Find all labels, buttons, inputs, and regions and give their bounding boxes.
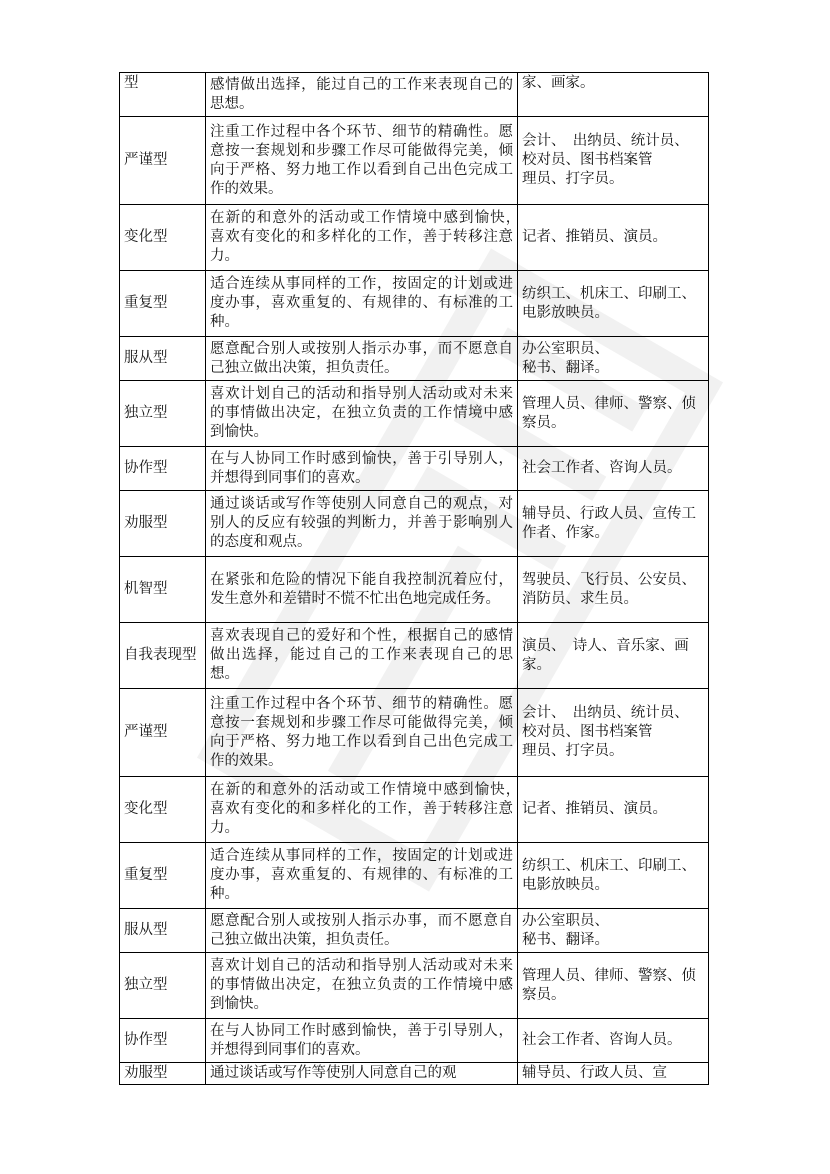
personality-type-cell: 服从型	[120, 909, 206, 953]
personality-type-cell: 严谨型	[120, 689, 206, 777]
suitable-jobs-cell: 社会工作者、咨询人员。	[518, 447, 709, 491]
description-cell: 通过谈话或写作等使别人同意自己的观点，对别人的反应有较强的判断力，并善于影响别人的态度和观点。	[206, 491, 518, 557]
personality-type-cell: 协作型	[120, 1019, 206, 1063]
personality-type-cell: 机智型	[120, 557, 206, 623]
suitable-jobs-cell: 会计、 出纳员、统计员、 校对员、图书档案管 理员、打字员。	[518, 689, 709, 777]
table-row	[120, 447, 709, 491]
table-row	[120, 953, 709, 1019]
description-cell: 喜欢计划自己的活动和指导别人活动或对未来的事情做出决定，在独立负责的工作情境中感到愉快。	[206, 381, 518, 447]
table-row	[120, 117, 709, 205]
suitable-jobs-cell: 管理人员、律师、警察、侦察员。	[518, 953, 709, 1019]
description-cell: 愿意配合别人或按别人指示办事，而不愿意自己独立做出决策，担负责任。	[206, 337, 518, 381]
table-row	[120, 909, 709, 953]
table-row	[120, 623, 709, 689]
description-cell: 注重工作过程中各个环节、细节的精确性。愿意按一套规划和步骤工作尽可能做得完美，倾向于严格、努力地工作以看到自己出色完成工作的效果。	[206, 117, 518, 205]
description-cell: 在紧张和危险的情况下能自我控制沉着应付，发生意外和差错时不慌不忙出色地完成任务。	[206, 557, 518, 623]
suitable-jobs-cell: 记者、推销员、演员。	[518, 777, 709, 843]
suitable-jobs-cell: 纺织工、机床工、印刷工、电影放映员。	[518, 843, 709, 909]
description-cell: 在与人协同工作时感到愉快，善于引导别人，并想得到同事们的喜欢。	[206, 1019, 518, 1063]
table-row	[120, 271, 709, 337]
description-cell: 喜欢表现自己的爱好和个性，根据自己的感情做出选择，能过自己的工作来表现自己的思想。	[206, 623, 518, 689]
table-row	[120, 1019, 709, 1063]
suitable-jobs-cell: 演员、 诗人、音乐家、画家。	[518, 623, 709, 689]
description-cell: 通过谈话或写作等使别人同意自己的观	[206, 1063, 518, 1085]
personality-type-cell: 重复型	[120, 843, 206, 909]
personality-type-cell: 型	[120, 73, 206, 117]
description-cell: 适合连续从事同样的工作，按固定的计划或进度办事，喜欢重复的、有规律的、有标准的工种。	[206, 843, 518, 909]
suitable-jobs-cell: 辅导员、行政人员、宣传工作者、作家。	[518, 491, 709, 557]
career-type-table	[119, 72, 709, 1085]
suitable-jobs-cell: 办公室职员、 秘书、翻译。	[518, 909, 709, 953]
personality-type-cell: 劝服型	[120, 1063, 206, 1085]
table-row	[120, 557, 709, 623]
table-row	[120, 337, 709, 381]
career-table-body	[120, 73, 709, 1085]
suitable-jobs-cell: 纺织工、机床工、印刷工、电影放映员。	[518, 271, 709, 337]
personality-type-cell: 独立型	[120, 381, 206, 447]
table-row	[120, 205, 709, 271]
suitable-jobs-cell: 管理人员、律师、警察、侦察员。	[518, 381, 709, 447]
description-cell: 适合连续从事同样的工作，按固定的计划或进度办事，喜欢重复的、有规律的、有标准的工种。	[206, 271, 518, 337]
suitable-jobs-cell: 驾驶员、飞行员、公安员、消防员、求生员。	[518, 557, 709, 623]
description-cell: 喜欢计划自己的活动和指导别人活动或对未来的事情做出决定，在独立负责的工作情境中感到愉快。	[206, 953, 518, 1019]
personality-type-cell: 服从型	[120, 337, 206, 381]
personality-type-cell: 劝服型	[120, 491, 206, 557]
table-row	[120, 843, 709, 909]
description-cell: 愿意配合别人或按别人指示办事，而不愿意自己独立做出决策，担负责任。	[206, 909, 518, 953]
suitable-jobs-cell: 家、画家。	[518, 73, 709, 117]
table-row	[120, 777, 709, 843]
table-row	[120, 381, 709, 447]
description-cell: 在新的和意外的活动或工作情境中感到愉快， 喜欢有变化的和多样化的工作，善于转移注意力。	[206, 205, 518, 271]
personality-type-cell: 严谨型	[120, 117, 206, 205]
personality-type-cell: 变化型	[120, 777, 206, 843]
suitable-jobs-cell: 办公室职员、 秘书、翻译。	[518, 337, 709, 381]
description-cell: 感情做出选择，能过自己的工作来表现自己的思想。	[206, 73, 518, 117]
table-row	[120, 73, 709, 117]
personality-type-cell: 自我表现型	[120, 623, 206, 689]
description-cell: 注重工作过程中各个环节、细节的精确性。愿意按一套规划和步骤工作尽可能做得完美，倾向于严格、努力地工作以看到自己出色完成工作的效果。	[206, 689, 518, 777]
suitable-jobs-cell: 记者、推销员、演员。	[518, 205, 709, 271]
suitable-jobs-cell: 社会工作者、咨询人员。	[518, 1019, 709, 1063]
table-row	[120, 1063, 709, 1085]
description-cell: 在与人协同工作时感到愉快，善于引导别人，并想得到同事们的喜欢。	[206, 447, 518, 491]
suitable-jobs-cell: 会计、 出纳员、统计员、 校对员、图书档案管 理员、打字员。	[518, 117, 709, 205]
personality-type-cell: 重复型	[120, 271, 206, 337]
description-cell: 在新的和意外的活动或工作情境中感到愉快， 喜欢有变化的和多样化的工作，善于转移注意力。	[206, 777, 518, 843]
table-row	[120, 491, 709, 557]
personality-type-cell: 协作型	[120, 447, 206, 491]
personality-type-cell: 独立型	[120, 953, 206, 1019]
table-row	[120, 689, 709, 777]
personality-type-cell: 变化型	[120, 205, 206, 271]
suitable-jobs-cell: 辅导员、行政人员、宣	[518, 1063, 709, 1085]
